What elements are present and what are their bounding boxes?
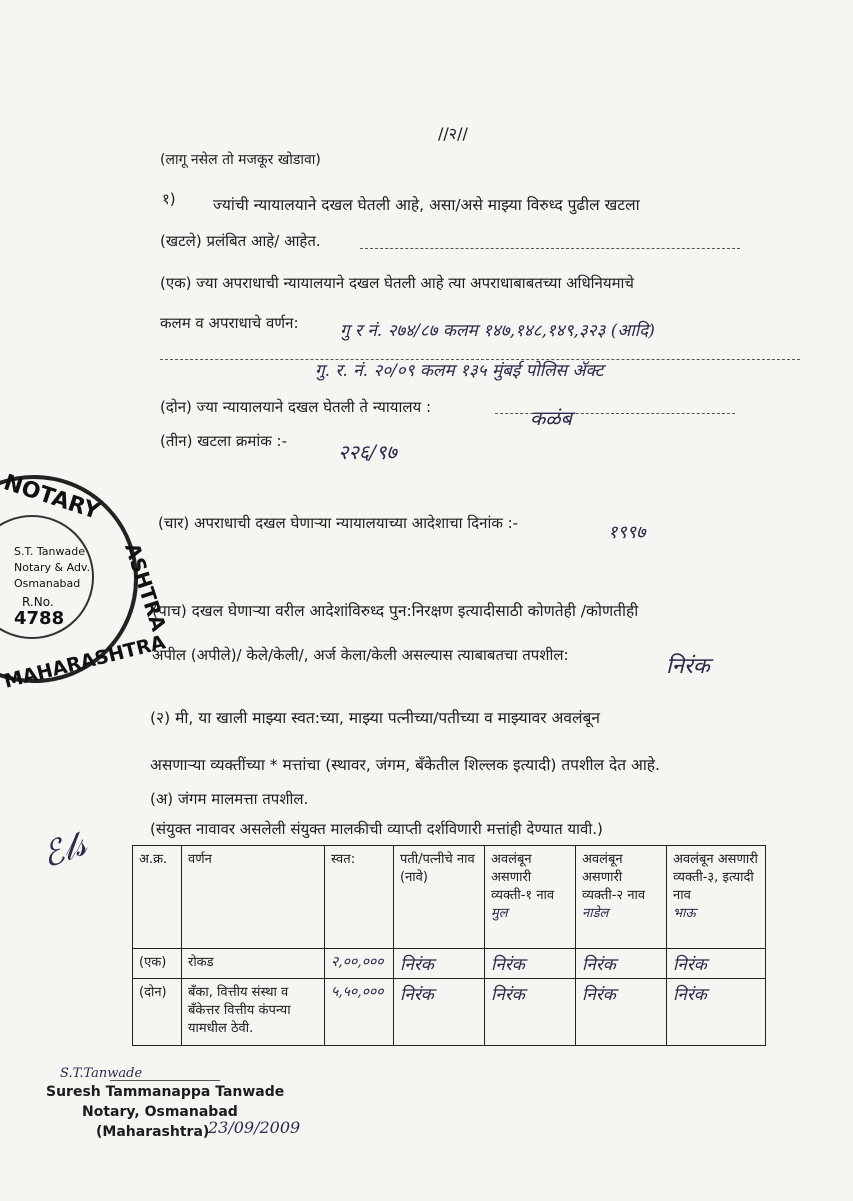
cell-dependent2: निरंक bbox=[576, 979, 667, 1046]
notary-stamp bbox=[0, 455, 172, 695]
col-spouse-label: पती/पत्नीचे नाव (नावे) bbox=[400, 852, 475, 885]
case-details-handwritten-1: गु र नं. २७४/८७ कलम १४७,१४८,१४९,३२३ (आदि) bbox=[340, 321, 655, 341]
cell-dependent3: निरंक bbox=[667, 979, 766, 1046]
cell-self: २,००,००० bbox=[325, 949, 394, 979]
cell-description: रोकड bbox=[182, 949, 325, 979]
stamp-line4: R.No. bbox=[22, 595, 54, 609]
cell-description: बँका, वित्तीय संस्था व बँकेत्तर वित्तीय कंपन्या यामधील ठेवी. bbox=[182, 979, 325, 1046]
col-dependent1 bbox=[485, 846, 576, 949]
dependent1-relation-handwritten: मुल bbox=[491, 906, 508, 921]
item-pach-line1: (पाच) दखल घेणाऱ्या वरील आदेशांविरुध्द पुन:निरक्षण इत्यादीसाठी कोणतेही /कोणतीही bbox=[152, 602, 639, 620]
item-char-label: (चार) अपराधाची दखल घेणाऱ्या न्यायालयाच्या आदेशाचा दिनांक :- bbox=[158, 514, 519, 532]
cell-dependent1: निरंक bbox=[485, 979, 576, 1046]
cell-dependent3: निरंक bbox=[667, 949, 766, 979]
movable-assets-title: (अ) जंगम मालमत्ता तपशील. bbox=[150, 790, 309, 808]
stamp-line3: Osmanabad bbox=[14, 577, 81, 590]
col-serial: अ.क्र. bbox=[133, 846, 182, 949]
instruction-note: (लागू नसेल तो मजकूर खोडावा) bbox=[160, 152, 321, 168]
col-dependent2-label: अवलंबून असणारी व्यक्ती-२ नाव bbox=[582, 852, 646, 903]
col-spouse bbox=[394, 846, 485, 949]
item-pach-line2: अपील (अपीले)/ केले/केली/, अर्ज केला/केली असल्यास त्याबाबतचा तपशील: bbox=[152, 646, 569, 664]
notary-state: (Maharashtra) bbox=[96, 1124, 210, 1140]
item-teen-label: (तीन) खटला क्रमांक :- bbox=[160, 432, 288, 450]
cell-dependent2: निरंक bbox=[576, 949, 667, 979]
notary-signature: S.T.Tanwade bbox=[60, 1066, 143, 1081]
dependent2-relation-handwritten: नाडेल bbox=[582, 906, 609, 921]
section2-line2: असणाऱ्या व्यक्तींच्या * मत्तांचा (स्थावर, जंगम, बँकेतील शिल्लक इत्यादी) तपशील देत आहे. bbox=[150, 756, 660, 774]
notary-title: Notary, Osmanabad bbox=[82, 1104, 238, 1120]
section1-line1: ज्यांची न्यायालयाने दखल घेतली आहे, असा/असे माझ्या विरुध्द पुढील खटला bbox=[213, 196, 640, 214]
order-date-handwritten: १९९७ bbox=[608, 522, 646, 543]
cell-spouse: निरंक bbox=[394, 979, 485, 1046]
table-header-row bbox=[133, 846, 766, 949]
item-don-label: (दोन) ज्या न्यायालयाने दखल घेतली ते न्यायालय : bbox=[160, 398, 432, 416]
stamp-line5: 4788 bbox=[14, 608, 65, 629]
stamp-top-text: NOTARY bbox=[0, 470, 103, 525]
initials-signature: ℰ𝓁𝓈 bbox=[36, 823, 92, 877]
item-ek-line2: कलम व अपराधाचे वर्णन: bbox=[160, 314, 299, 332]
stamp-line2: Notary & Adv. bbox=[14, 561, 91, 574]
cell-dependent1: निरंक bbox=[485, 949, 576, 979]
stamp-right-text: ASHTRA bbox=[120, 539, 172, 635]
col-dependent3 bbox=[667, 846, 766, 949]
col-description: वर्णन bbox=[182, 846, 325, 949]
case-details-handwritten-2: गु. र. नं. २०/०९ कलम १३५ मुंबई पोलिस ॲक्ट bbox=[315, 361, 604, 381]
stamp-bottom-text: MAHARASHTRA bbox=[1, 631, 168, 693]
appeal-details-handwritten: निरंक bbox=[666, 654, 710, 679]
page-marker: //२// bbox=[438, 124, 468, 143]
item-ek-line1: (एक) ज्या अपराधाची न्यायालयाने दखल घेतली आहे त्या अपराधाबाबतच्या अधिनियमाचे bbox=[160, 274, 634, 292]
table-row bbox=[133, 949, 766, 979]
cell-serial: (दोन) bbox=[133, 979, 182, 1046]
court-name-handwritten: कळंब bbox=[530, 406, 572, 430]
case-number-handwritten: २२६/९७ bbox=[338, 440, 397, 464]
section2-line1: (२) मी, या खाली माझ्या स्वत:च्या, माझ्या पत्नीच्या/पतीच्या व माझ्यावर अवलंबून bbox=[150, 709, 600, 727]
section1-number: १) bbox=[162, 190, 176, 208]
col-dependent2 bbox=[576, 846, 667, 949]
cell-serial: (एक) bbox=[133, 949, 182, 979]
movable-assets-table bbox=[132, 845, 766, 1046]
stamp-line1: S.T. Tanwade bbox=[14, 545, 85, 558]
notary-name: Suresh Tammanappa Tanwade bbox=[46, 1084, 285, 1100]
section1-line2: (खटले) प्रलंबित आहे/ आहेत. bbox=[160, 232, 321, 250]
movable-assets-note: (संयुक्त नावावर असलेली संयुक्त मालकीची व्याप्ती दर्शविणारी मत्तांही देण्यात यावी.) bbox=[150, 820, 603, 838]
table-row bbox=[133, 979, 766, 1046]
notary-date-handwritten: 23/09/2009 bbox=[208, 1118, 301, 1137]
cell-self: ५,५०,००० bbox=[325, 979, 394, 1046]
col-dependent3-label: अवलंबून असणारी व्यक्ती-३, इत्यादी नाव bbox=[673, 852, 758, 903]
col-dependent1-label: अवलंबून असणारी व्यक्ती-१ नाव bbox=[491, 852, 555, 903]
blank-line bbox=[360, 248, 740, 249]
signature-line bbox=[110, 1080, 220, 1081]
cell-spouse: निरंक bbox=[394, 949, 485, 979]
dependent3-relation-handwritten: भाऊ bbox=[673, 906, 696, 921]
col-self: स्वत: bbox=[325, 846, 394, 949]
